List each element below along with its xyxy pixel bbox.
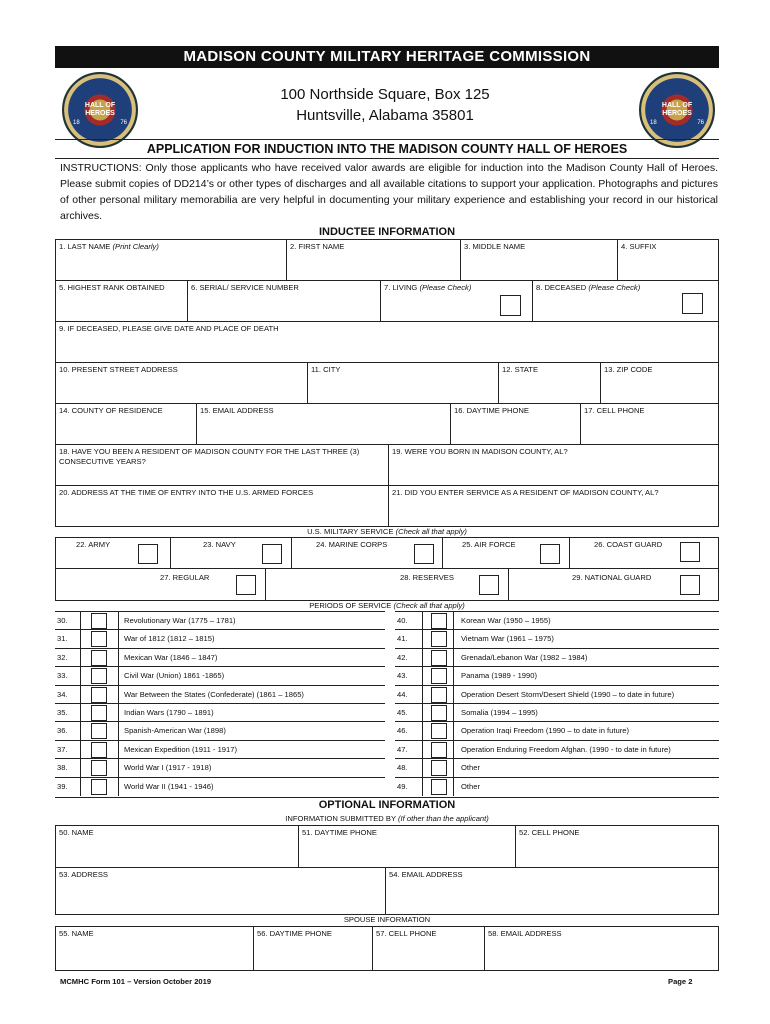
periods-heading [55, 601, 719, 611]
divider [422, 686, 423, 704]
address-line-2: Huntsville, Alabama 35801 [296, 107, 474, 124]
period-row [55, 740, 385, 758]
military-service-heading-text: U.S. MILITARY SERVICE [307, 527, 396, 536]
period-number: 46. [397, 726, 408, 736]
period-label: World War I (1917 - 1918) [124, 763, 212, 773]
submitter-name-field[interactable] [55, 825, 299, 868]
reserves-checkbox[interactable] [479, 575, 499, 595]
national-guard-checkbox[interactable] [680, 575, 700, 595]
born-madison-field[interactable] [388, 444, 719, 486]
divider [80, 649, 81, 667]
period-checkbox[interactable] [91, 650, 107, 666]
period-row [395, 648, 719, 666]
spouse-heading: SPOUSE INFORMATION [343, 915, 431, 924]
divider [422, 704, 423, 722]
divider [453, 741, 454, 759]
resident-three-years-field[interactable] [55, 444, 389, 486]
divider [118, 722, 119, 740]
period-checkbox[interactable] [431, 760, 447, 776]
submitter-email-field[interactable] [385, 867, 719, 915]
divider [453, 722, 454, 740]
divider [265, 568, 266, 601]
street-address-field[interactable] [55, 362, 308, 404]
daytime-phone-label: 16. DAYTIME PHONE [454, 406, 529, 415]
period-number: 47. [397, 744, 408, 754]
national-guard-label: 29. NATIONAL GUARD [572, 573, 652, 582]
divider [422, 741, 423, 759]
submitter-cell-phone-field[interactable] [515, 825, 719, 868]
divider [422, 649, 423, 667]
zip-code-field[interactable] [600, 362, 719, 404]
resident-three-years-label: 18. HAVE YOU BEEN A RESIDENT OF MADISON COUNTY FOR THE LAST THREE (3) CONSECUTIVE YEARS? [59, 447, 360, 466]
seal-year-right: 76 [120, 120, 127, 126]
zip-code-label: 13. ZIP CODE [604, 365, 653, 374]
periods-heading-note: (Check all that apply) [393, 601, 465, 610]
army-label: 22. ARMY [76, 540, 111, 549]
submitter-email-label: 54. EMAIL ADDRESS [389, 870, 463, 879]
last-name-label: 1. LAST NAME [59, 242, 113, 251]
divider [80, 704, 81, 722]
state-label: 12. STATE [502, 365, 539, 374]
period-number: 40. [397, 616, 408, 625]
period-row [55, 666, 385, 684]
service-number-label: 6. SERIAL/ SERVICE NUMBER [191, 283, 299, 292]
period-number: 39. [57, 781, 68, 791]
period-number: 48. [397, 763, 408, 773]
period-number: 33. [57, 671, 68, 681]
entry-address-label: 20. ADDRESS AT THE TIME OF ENTRY INTO THE U.S. ARMED FORCES [59, 488, 314, 497]
period-checkbox[interactable] [431, 705, 447, 721]
death-details-field[interactable] [55, 321, 719, 363]
email-field[interactable] [196, 403, 451, 445]
period-row [395, 721, 719, 739]
period-row [55, 758, 385, 776]
divider [80, 778, 81, 796]
period-row [395, 629, 719, 647]
divider [80, 722, 81, 740]
seal-year-left: 18 [73, 120, 80, 126]
period-checkbox[interactable] [431, 687, 447, 703]
deceased-note: (Please Check) [588, 283, 641, 292]
period-checkbox[interactable] [91, 779, 107, 795]
divider [453, 649, 454, 667]
divider [118, 741, 119, 759]
service-number-field[interactable] [187, 280, 381, 322]
commission-seal-right [639, 72, 715, 148]
regular-label: 27. REGULAR [160, 573, 210, 582]
highest-rank-field[interactable] [55, 280, 188, 322]
divider [118, 612, 119, 630]
divider [118, 778, 119, 796]
period-label: Mexican Expedition (1911 - 1917) [124, 744, 237, 754]
navy-label: 23. NAVY [203, 540, 236, 549]
daytime-phone-field[interactable] [450, 403, 581, 445]
period-checkbox[interactable] [91, 742, 107, 758]
middle-name-field[interactable] [460, 239, 618, 281]
period-number: 38. [57, 763, 68, 773]
commission-seal-left [62, 72, 138, 148]
coast-guard-checkbox[interactable] [680, 542, 700, 562]
cell-phone-label: 17. CELL PHONE [584, 406, 645, 415]
first-name-label: 2. FIRST NAME [290, 242, 345, 251]
period-number: 37. [57, 744, 68, 754]
period-number: 43. [397, 671, 408, 681]
period-checkbox[interactable] [431, 613, 447, 629]
period-checkbox[interactable] [431, 742, 447, 758]
period-checkbox[interactable] [91, 760, 107, 776]
period-checkbox[interactable] [91, 631, 107, 647]
spouse-email-label: 58. EMAIL ADDRESS [488, 929, 562, 938]
city-field[interactable] [307, 362, 499, 404]
first-name-field[interactable] [286, 239, 461, 281]
period-label: War of 1812 (1812 – 1815) [124, 634, 215, 644]
born-madison-label: 19. WERE YOU BORN IN MADISON COUNTY, AL? [392, 447, 568, 456]
divider [442, 537, 443, 568]
period-row [55, 721, 385, 739]
marine-corps-label: 24. MARINE CORPS [316, 540, 388, 549]
seal-text: HALL OF HEROES [84, 102, 116, 117]
military-service-heading [55, 527, 719, 537]
street-address-label: 10. PRESENT STREET ADDRESS [59, 365, 178, 374]
period-row [55, 777, 385, 795]
divider [118, 667, 119, 685]
submitter-daytime-phone-field[interactable] [298, 825, 516, 868]
divider [80, 667, 81, 685]
divider [80, 612, 81, 630]
suffix-field[interactable] [617, 239, 719, 281]
submitter-name-label: 50. NAME [59, 828, 94, 837]
spouse-name-field[interactable] [55, 926, 254, 971]
form-version: MCMHC Form 101 – Version October 2019 [60, 977, 212, 986]
period-label: Operation Iraqi Freedom (1990 – to date in future) [461, 726, 630, 736]
deceased-checkbox[interactable] [682, 293, 703, 314]
regular-checkbox[interactable] [236, 575, 256, 595]
divider [422, 612, 423, 630]
period-label: Somalia (1994 – 1995) [461, 708, 538, 717]
death-details-label: 9. IF DECEASED, PLEASE GIVE DATE AND PLACE OF DEATH [59, 324, 279, 333]
period-label: Other [461, 763, 480, 773]
spouse-daytime-phone-label: 56. DAYTIME PHONE [257, 929, 332, 938]
submitter-address-label: 53. ADDRESS [59, 870, 108, 879]
optional-heading: OPTIONAL INFORMATION [55, 797, 719, 812]
period-row [395, 740, 719, 758]
submitter-daytime-phone-label: 51. DAYTIME PHONE [302, 828, 377, 837]
period-label: Vietnam War (1961 – 1975) [461, 634, 554, 644]
period-label: Operation Enduring Freedom Afghan. (1990 - to date in future) [461, 744, 671, 754]
living-label: 7. LIVING [384, 283, 420, 292]
divider [422, 722, 423, 740]
divider [291, 537, 292, 568]
submitted-by-text: INFORMATION SUBMITTED BY [285, 814, 399, 823]
period-checkbox[interactable] [91, 705, 107, 721]
period-row [395, 758, 719, 776]
period-row [55, 648, 385, 666]
period-number: 34. [57, 689, 68, 699]
period-checkbox[interactable] [91, 723, 107, 739]
city-label: 11. CITY [311, 365, 341, 374]
last-name-note: (Print Clearly) [112, 242, 159, 251]
period-number: 45. [397, 708, 408, 717]
period-label: Panama (1989 - 1990) [461, 671, 537, 681]
period-row [395, 777, 719, 795]
military-service-heading-note: (Check all that apply) [395, 527, 467, 536]
period-number: 49. [397, 781, 408, 791]
divider [118, 686, 119, 704]
period-label: Operation Desert Storm/Desert Shield (1990 – to date in future) [461, 689, 675, 699]
divider [118, 630, 119, 648]
divider [453, 612, 454, 630]
period-label: War Between the States (Confederate) (1861 – 1865) [124, 689, 304, 699]
submitted-by-note: (If other than the applicant) [398, 814, 489, 823]
period-label: World War II (1941 - 1946) [124, 781, 214, 791]
spouse-name-label: 55. NAME [59, 929, 94, 938]
highest-rank-label: 5. HIGHEST RANK OBTAINED [59, 283, 165, 292]
period-label: Other [461, 781, 480, 791]
divider [80, 686, 81, 704]
divider [80, 630, 81, 648]
period-row [55, 629, 385, 647]
period-checkbox[interactable] [431, 668, 447, 684]
divider [422, 778, 423, 796]
reserves-label: 28. RESERVES [400, 573, 454, 582]
period-checkbox[interactable] [91, 668, 107, 684]
seal-text: HALL OF HEROES [661, 102, 693, 117]
period-row [395, 703, 719, 721]
period-number: 41. [397, 634, 408, 644]
coast-guard-label: 26. COAST GUARD [594, 540, 663, 549]
commission-title: MADISON COUNTY MILITARY HERITAGE COMMISSION [55, 46, 719, 68]
entered-as-resident-field[interactable] [388, 485, 719, 527]
period-checkbox[interactable] [91, 613, 107, 629]
divider [118, 704, 119, 722]
period-label: Indian Wars (1790 – 1891) [124, 708, 214, 717]
divider [118, 759, 119, 777]
spouse-cell-phone-label: 57. CELL PHONE [376, 929, 437, 938]
divider [80, 741, 81, 759]
period-label: Grenada/Lebanon War (1982 – 1984) [461, 652, 588, 662]
divider [453, 686, 454, 704]
spouse-email-field[interactable] [484, 926, 719, 971]
period-row [55, 703, 385, 721]
divider [453, 759, 454, 777]
period-checkbox[interactable] [91, 687, 107, 703]
living-note: (Please Check) [419, 283, 472, 292]
mailing-address [150, 84, 620, 126]
divider [118, 649, 119, 667]
divider [422, 759, 423, 777]
divider [453, 778, 454, 796]
page-number: Page 2 [668, 977, 693, 986]
period-number: 35. [57, 708, 68, 717]
period-row [395, 666, 719, 684]
air-force-checkbox[interactable] [540, 544, 560, 564]
period-row [55, 685, 385, 703]
last-name-field[interactable] [55, 239, 287, 281]
divider [508, 568, 509, 601]
inductee-heading: INDUCTEE INFORMATION [318, 226, 456, 238]
period-label: Korean War (1950 – 1955) [461, 616, 551, 625]
form-title: APPLICATION FOR INDUCTION INTO THE MADISON COUNTY HALL OF HEROES [55, 139, 719, 159]
cell-phone-field[interactable] [580, 403, 719, 445]
seal-year-right: 76 [697, 120, 704, 126]
period-number: 44. [397, 689, 408, 699]
deceased-label: 8. DECEASED [536, 283, 589, 292]
email-label: 15. EMAIL ADDRESS [200, 406, 274, 415]
period-label: Civil War (Union) 1861 -1865) [124, 671, 225, 681]
living-checkbox[interactable] [500, 295, 521, 316]
period-number: 30. [57, 616, 68, 625]
period-number: 32. [57, 652, 68, 662]
period-row [395, 685, 719, 703]
divider [453, 667, 454, 685]
period-checkbox[interactable] [431, 723, 447, 739]
county-label: 14. COUNTY OF RESIDENCE [59, 406, 163, 415]
state-field[interactable] [498, 362, 601, 404]
air-force-label: 25. AIR FORCE [462, 540, 516, 549]
period-checkbox[interactable] [431, 650, 447, 666]
entered-as-resident-label: 21. DID YOU ENTER SERVICE AS A RESIDENT OF MADISON COUNTY, AL? [392, 488, 659, 497]
submitted-by-heading [55, 814, 719, 824]
divider [569, 537, 570, 568]
period-label: Spanish-American War (1898) [124, 726, 226, 736]
submitter-address-field[interactable] [55, 867, 386, 915]
suffix-label: 4. SUFFIX [621, 242, 657, 251]
period-number: 42. [397, 652, 408, 662]
county-field[interactable] [55, 403, 197, 445]
seal-year-left: 18 [650, 120, 657, 126]
submitter-cell-phone-label: 52. CELL PHONE [519, 828, 580, 837]
divider [453, 704, 454, 722]
periods-heading-text: PERIODS OF SERVICE [309, 601, 394, 610]
divider [453, 630, 454, 648]
divider [170, 537, 171, 568]
divider [422, 630, 423, 648]
instructions: INSTRUCTIONS: Only those applicants who have received valor awards are eligible for induction into the Madison County Hall of Heroes. Please submit copies of DD214’s or other types of discharges and all available citations to support your application. Photographs and pictures of other personal military memorabilia are very helpful in documenting your military experience and establishing your record in our historical archives. [60, 162, 718, 222]
period-checkbox[interactable] [431, 779, 447, 795]
period-checkbox[interactable] [431, 631, 447, 647]
period-label: Revolutionary War (1775 – 1781) [124, 616, 236, 625]
spouse-cell-phone-field[interactable] [372, 926, 485, 971]
divider [80, 759, 81, 777]
period-number: 36. [57, 726, 68, 736]
navy-checkbox[interactable] [262, 544, 282, 564]
middle-name-label: 3. MIDDLE NAME [464, 242, 526, 251]
entry-address-field[interactable] [55, 485, 389, 527]
period-row [55, 611, 385, 629]
army-checkbox[interactable] [138, 544, 158, 564]
period-row [395, 611, 719, 629]
marine-corps-checkbox[interactable] [414, 544, 434, 564]
spouse-daytime-phone-field[interactable] [253, 926, 373, 971]
divider [55, 568, 719, 569]
period-number: 31. [57, 634, 68, 644]
address-line-1: 100 Northside Square, Box 125 [280, 86, 490, 103]
divider [422, 667, 423, 685]
period-label: Mexican War (1846 – 1847) [124, 652, 218, 662]
